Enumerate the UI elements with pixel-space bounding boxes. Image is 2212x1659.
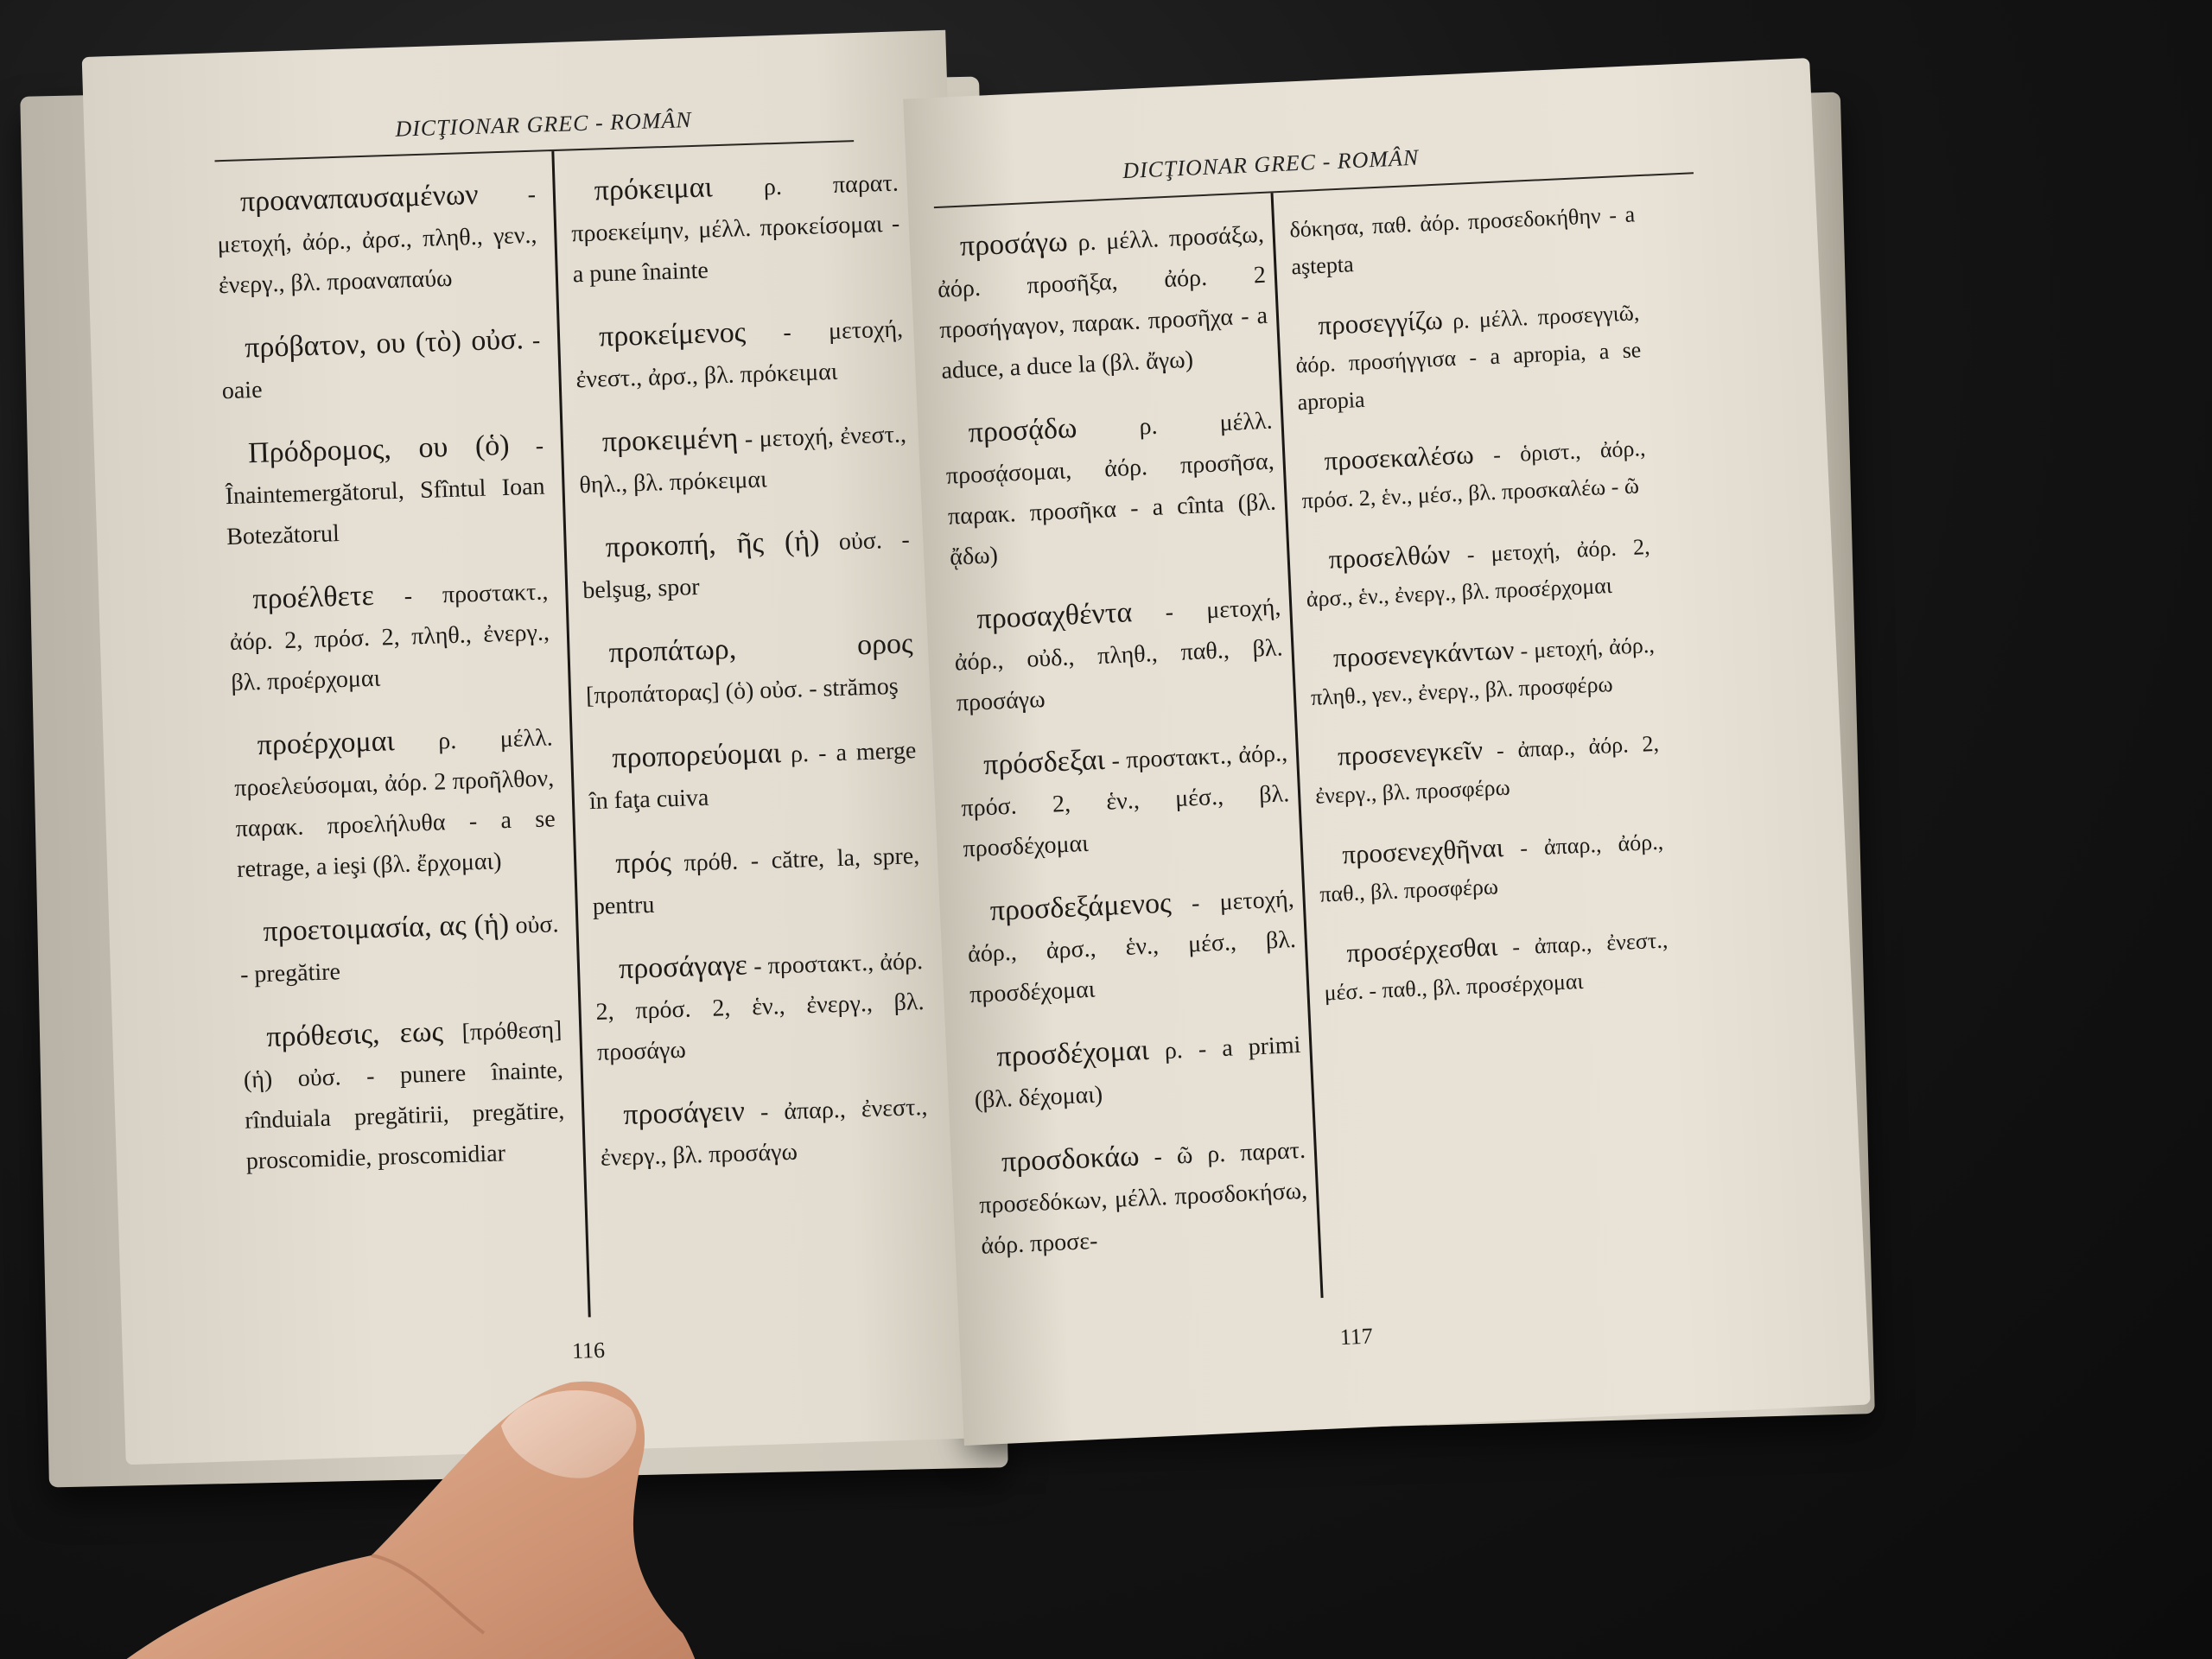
entry-definition: ρ. μέλλ. προσᾴσομαι, ἀόρ. προσῆσα, παρακ. προσῆκα - a cînta (βλ. ᾄδω) [945,407,1277,571]
entry-headword: προσάγω [959,226,1069,263]
entry-headword: Πρόδρομος, ου (ὁ) [247,429,511,470]
right-page [903,58,1871,1446]
entry-headword: πρόβατον, ου (τὸ) οὐσ. [244,323,524,365]
entry-definition: - ἀπαρ., ἐνεστ., μέσ. - παθ., βλ. προσέρχομαι [1323,927,1669,1006]
entry-definition: - προστακτ., ἀόρ., πρόσ. 2, ἑν., μέσ., βλ. προσδέχομαι [960,740,1290,863]
entry-definition: - ὁριστ., ἀόρ., πρόσ. 2, ἑν., μέσ., βλ. προσκαλέω - ῶ [1301,435,1647,514]
entry-definition: - ἀπαρ., ἀόρ. 2, ἐνεργ., βλ. προσφέρω [1314,730,1660,809]
dictionary-entry [238,902,561,995]
dictionary-entry [1300,428,1649,519]
entry-headword: προσέρχεσθαι [1345,931,1498,969]
dictionary-entry [952,585,1286,723]
entry-definition: ρ. - a merge în faţa cuiva [588,737,917,816]
entry-headword: πρός [614,846,672,880]
entry-definition: ρ. - a primi (βλ. δέχομαι) [974,1031,1301,1115]
entry-headword: πρόσδεξαι [982,743,1106,782]
entry-definition: πρόθ. - către, la, spre, pentru [592,842,920,921]
entry-headword: προσελθών [1328,538,1452,575]
entry-definition: - μετοχή, ἀόρ., πληθ., γεν., ἐνεργ., βλ. προσφέρω [1310,632,1656,710]
dictionary-column [569,162,930,1201]
dictionary-entry [1289,195,1637,285]
entry-definition: - μετοχή, ἐνεστ., ἀρσ., βλ. πρόκειμαι [575,315,904,394]
entry-definition: - ἀπαρ., ἀόρ., παθ., βλ. προσφέρω [1319,829,1664,907]
dictionary-entry [223,424,546,558]
dictionary-entry [935,213,1270,391]
entry-definition: [προπάτορας] (ὁ) οὐσ. - strămoş [585,672,899,710]
entry-headword: προκοπή, ῆς (ἡ) [605,524,820,564]
entry-definition: ρ. παρατ. προεκείμην, μέλλ. προκείσομαι - a pune înainte [570,169,900,289]
entry-definition: - Înaintemergătorul, Sfîntul Ioan Botezătorul [225,432,546,551]
dictionary-entry [1304,526,1653,618]
dictionary-entry [1308,625,1657,716]
entry-headword: προσδέχομαι [995,1033,1150,1073]
page-number: 116 [571,1337,606,1364]
dictionary-entry [972,1023,1304,1121]
entry-headword: προέλθετε [251,579,375,616]
entry-headword: προσενεχθῆναι [1341,832,1504,870]
entry-definition: - ῶ ρ. παρατ. προσεδόκων, μέλλ. προσδοκήσω, ἀόρ. προσε- [978,1136,1308,1260]
entry-definition: - μετοχή, ἀόρ., οὐδ., πληθ., παθ., βλ. προσάγω [954,594,1284,717]
dictionary-entry [581,518,912,611]
dictionary-entry [588,728,918,822]
dictionary-entry [1317,822,1666,913]
dictionary-entry [574,307,905,400]
entry-definition: - προστακτ., ἀόρ. 2, πρόσ. 2, πληθ., ἐνεργ., βλ. προέρχομαι [229,578,550,697]
dictionary-column [215,173,567,1205]
dictionary-entry [584,623,915,716]
dictionary-entry [232,715,557,890]
dictionary-entry [965,877,1299,1015]
entry-headword: προσαχθέντα [976,596,1134,636]
entry-headword: προσδοκάω [1001,1140,1141,1179]
entry-definition: οὐσ. - belşug, spor [582,526,911,605]
page-header: DICŢIONAR GREC - ROMÂN [394,106,693,142]
entry-headword: προσενεγκάντων [1332,634,1516,673]
entry-definition: - oaie [221,327,541,405]
dictionary-entry [599,1085,930,1179]
dictionary-entry [228,569,551,703]
entry-definition: ρ. μέλλ. προσεγγιῶ, ἀόρ. προσήγγισα - a apropia, a se apropia [1294,300,1642,416]
dictionary-entry [242,1007,567,1182]
dictionary-column [935,213,1311,1289]
dictionary-entry [1322,919,1671,1011]
header-rule [214,140,854,162]
dictionary-entry [594,939,925,1073]
entry-headword: προπάτωρ, ορος [608,627,914,670]
entry-definition: [πρόθεση] (ἡ) οὐσ. - punere înainte, rînduiala pregătirii, pregătire, proscomidie, proscomidiar [243,1016,565,1175]
entry-definition: δόκησα, παθ. ἀόρ. προσεδοκήθην - a aştepta [1288,201,1636,280]
entry-definition: ρ. μέλλ. προσάξω, ἀόρ. προσῆξα, ἀόρ. 2 προσήγαγον, παρακ. προσῆχα - a aduce, a duce la (βλ. ἄγω) [937,220,1268,385]
entry-headword: προσεγγίζω [1317,304,1444,341]
entry-definition: οὐσ. - pregătire [239,911,559,988]
entry-definition: - προστακτ., ἀόρ. 2, πρόσ. 2, ἑν., ἐνεργ., βλ. προσάγω [595,948,925,1066]
entry-headword: προσενεγκεῖν [1337,734,1484,772]
entry-headword: προσᾴδω [967,411,1078,449]
dictionary-entry [944,399,1279,578]
entry-definition: - μετοχή, ἀόρ., ἀρσ., ἑν., μέσ., βλ. προσδέχομαι [967,886,1297,1009]
entry-definition: - μετοχή, ἐνεστ., θηλ., βλ. πρόκειμαι [579,421,907,499]
left-page [82,30,990,1465]
entry-definition: - μετοχή, ἀόρ. 2, ἀρσ., ἑν., ἐνεργ., βλ. προσέρχομαι [1306,533,1651,613]
dictionary-entry [569,162,901,296]
dictionary-entry [215,173,538,307]
page-header: DICŢIONAR GREC - ROMÂN [1122,144,1420,184]
entry-headword: προκείμενος [598,316,747,353]
entry-headword: προετοιμασία, ας (ἡ) [262,908,510,949]
dictionary-entry [1313,723,1662,815]
entry-headword: προσεκαλέσω [1323,439,1475,476]
entry-headword: προκειμένη [601,422,739,459]
entry-headword: πρόκειμαι [594,171,714,207]
entry-headword: προαναπαυσαμένων [239,178,480,219]
entry-definition: - μετοχή, ἀόρ., ἀρσ., πληθ., γεν., ἐνεργ., βλ. προαναπαύω [217,181,537,300]
entry-headword: προσδεξάμενος [989,887,1173,927]
dictionary-column [1289,195,1672,1033]
entry-headword: προσάγαγε [618,949,748,986]
dictionary-entry [577,412,908,505]
dictionary-entry [591,834,922,927]
dictionary-entry [1294,292,1644,421]
entry-headword: προπορεύομαι [611,737,782,775]
entry-headword: πρόθεσις, εως [265,1015,444,1053]
dictionary-entry [220,319,543,412]
dictionary-entry [976,1128,1310,1267]
dictionary-entry [958,731,1292,869]
entry-headword: προσάγειν [622,1095,746,1132]
entry-headword: προέρχομαι [257,725,396,762]
hand-thumb [0,1348,743,1659]
page-number: 117 [1339,1323,1374,1351]
entry-definition: ρ. μέλλ. προελεύσομαι, ἀόρ. 2 προῆλθον, παρακ. προελήλυθα - a se retrage, a ieşi (βλ. ἔρχομαι) [233,724,556,883]
entry-definition: - ἀπαρ., ἐνεστ., ἐνεργ., βλ. προσάγω [600,1093,928,1172]
